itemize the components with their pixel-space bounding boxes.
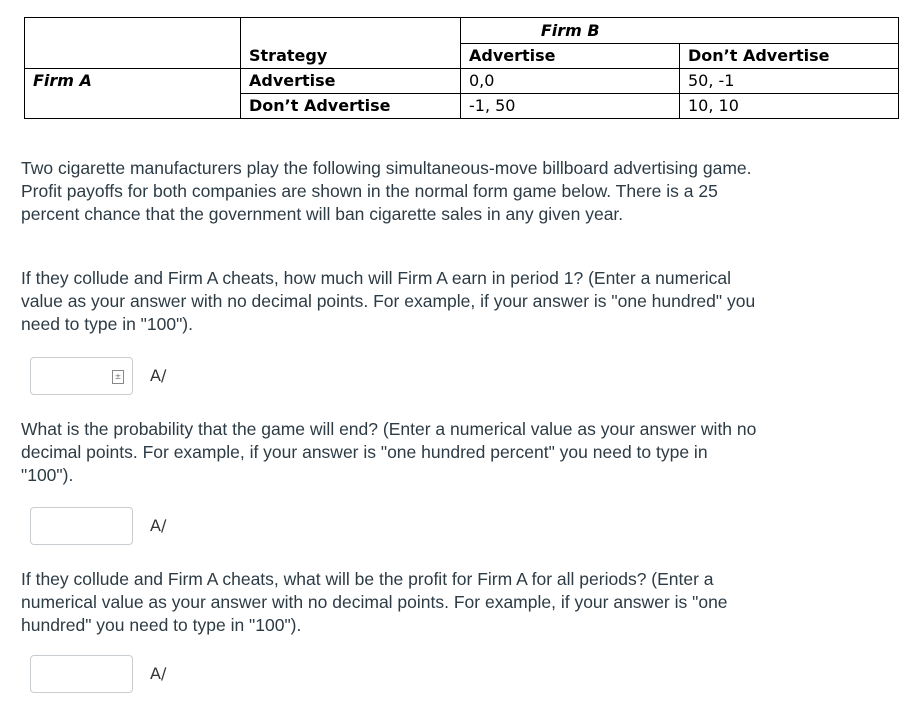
spellcheck-icon[interactable]: A∕: [150, 664, 167, 683]
question-1-text: If they collude and Firm A cheats, how much will Firm A earn in period 1? (Enter a numerical value as your answer with no decimal points. For example, if your answer is "one hundred" you need to type in "100").: [21, 268, 756, 334]
strategy-label: Strategy: [241, 44, 461, 69]
question-2-text: What is the probability that the game will end? (Enter a numerical value as your answer with no decimal points. For example, if your answer is "one hundred percent" you need to type in "100").: [21, 419, 757, 485]
payoff-adv-dont: 50, -1: [680, 69, 899, 94]
empty-cell: [25, 94, 241, 119]
payoff-dont-adv: -1, 50: [461, 94, 680, 119]
empty-cell: [680, 18, 899, 44]
payoff-dont-dont: 10, 10: [680, 94, 899, 119]
spellcheck-icon[interactable]: A∕: [150, 516, 167, 535]
answer-1-input[interactable]: [30, 357, 133, 395]
firm-b-label: Firm B: [461, 18, 680, 44]
empty-cell: [241, 18, 461, 44]
answer-2-input[interactable]: [30, 507, 133, 545]
col-dont-advertise: Don’t Advertise: [680, 44, 899, 69]
empty-cell: [25, 44, 241, 69]
row-dont-advertise: Don’t Advertise: [241, 94, 461, 119]
payoff-table: [24, 17, 899, 119]
spellcheck-icon[interactable]: A∕: [150, 366, 167, 385]
intro-text: Two cigarette manufacturers play the following simultaneous-move billboard advertising game. Profit payoffs for both companies are shown in the normal form game below. There is a 25 percent chance that the government will ban cigarette sales in any given year.: [21, 158, 752, 224]
row-advertise: Advertise: [241, 69, 461, 94]
empty-cell: [25, 18, 241, 44]
answer-3-input[interactable]: [30, 655, 133, 693]
col-advertise: Advertise: [461, 44, 680, 69]
firm-a-label: Firm A: [25, 69, 241, 94]
question-3-text: If they collude and Firm A cheats, what will be the profit for Firm A for all periods? (Enter a numerical value as your answer with no decimal points. For example, if your answer is "one hundred" you need to type in "100").: [21, 569, 728, 635]
field-badge-icon: ±: [112, 370, 124, 384]
payoff-adv-adv: 0,0: [461, 69, 680, 94]
